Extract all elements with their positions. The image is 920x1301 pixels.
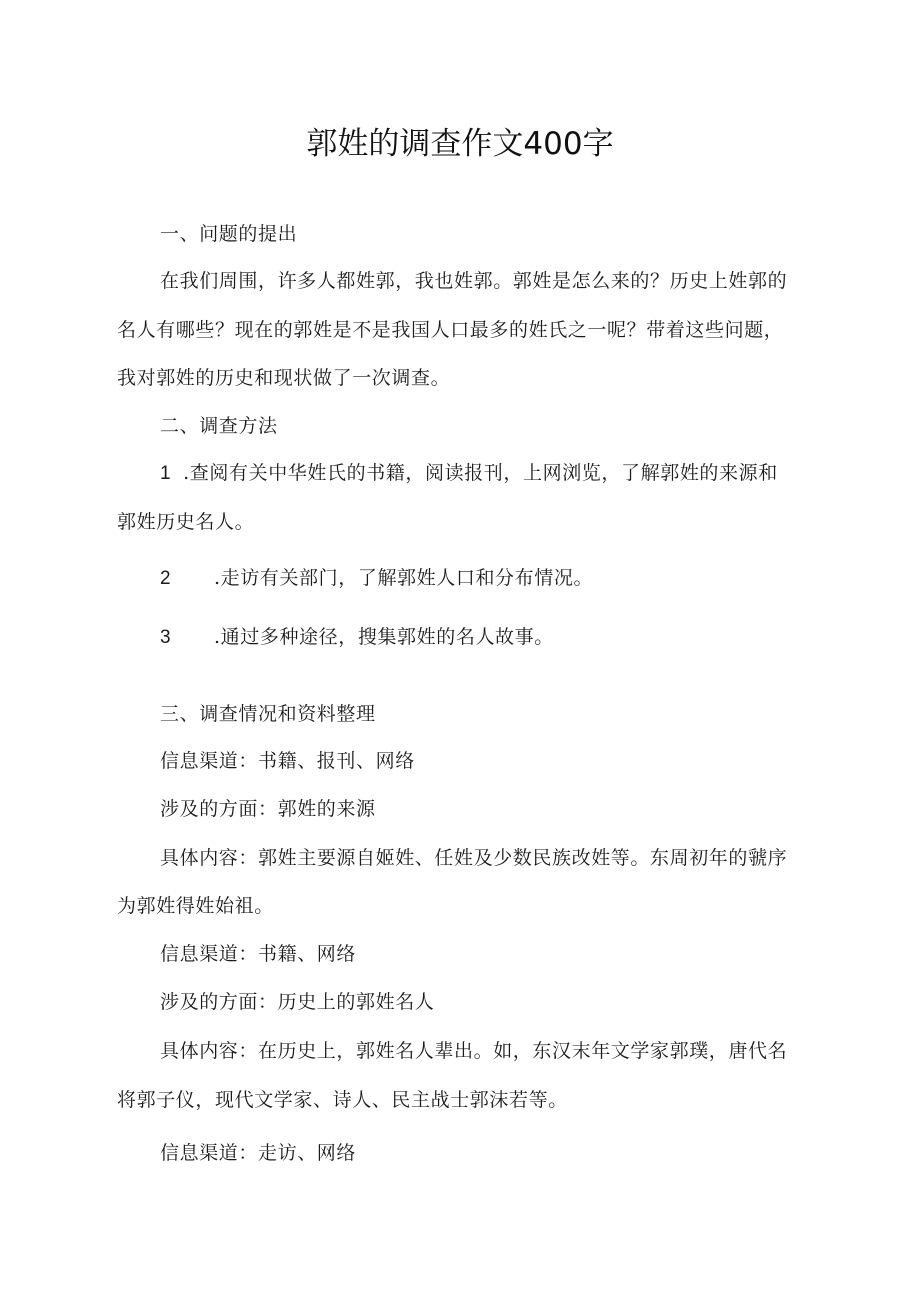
- info-channel: 信息渠道：走访、网络: [160, 1142, 357, 1164]
- info-aspect: 涉及的方面：郭姓的来源: [160, 798, 376, 820]
- method-item-2: [160, 565, 593, 592]
- info-channel: 信息渠道：书籍、报刊、网络: [160, 750, 415, 772]
- paragraph-line: 郭姓历史名人。: [117, 511, 255, 533]
- paragraph-line: 名人有哪些？现在的郭姓是不是我国人口最多的姓氏之一呢？带着这些问题，: [117, 319, 784, 341]
- info-channel: 信息渠道：书籍、网络: [160, 943, 357, 965]
- item-number: 2: [160, 568, 172, 589]
- method-item-1: [160, 460, 778, 487]
- method-item-3: [160, 624, 554, 651]
- paragraph-line: 在我们周围，许多人都姓郭，我也姓郭。郭姓是怎么来的？历史上姓郭的: [160, 270, 788, 292]
- item-text: .走访有关部门，了解郭姓人口和分布情况。: [214, 567, 594, 589]
- info-content: 具体内容：在历史上，郭姓名人辈出。如，东汉末年文学家郭璞，唐代名: [160, 1040, 788, 1062]
- paragraph-line: 我对郭姓的历史和现状做了一次调查。: [117, 367, 451, 389]
- info-content-cont: 为郭姓得姓始祖。: [117, 895, 274, 917]
- info-content-cont: 将郭子仪，现代文学家、诗人、民主战士郭沫若等。: [117, 1089, 568, 1111]
- section-heading-2: 二、调查方法: [160, 415, 278, 437]
- item-text: .查阅有关中华姓氏的书籍，阅读报刊，上网浏览，了解郭姓的来源和: [183, 462, 778, 484]
- item-number: 3: [160, 627, 172, 648]
- item-number: 1: [160, 463, 172, 484]
- item-text: .通过多种途径，搜集郭姓的名人故事。: [214, 626, 554, 648]
- section-heading-1: 一、问题的提出: [160, 223, 298, 245]
- section-heading-3: 三、调查情况和资料整理: [160, 703, 376, 725]
- info-aspect: 涉及的方面：历史上的郭姓名人: [160, 991, 435, 1013]
- document-title: 郭姓的调查作文400字: [306, 126, 614, 162]
- info-content: 具体内容：郭姓主要源自姬姓、任姓及少数民族改姓等。东周初年的虢序: [160, 847, 788, 869]
